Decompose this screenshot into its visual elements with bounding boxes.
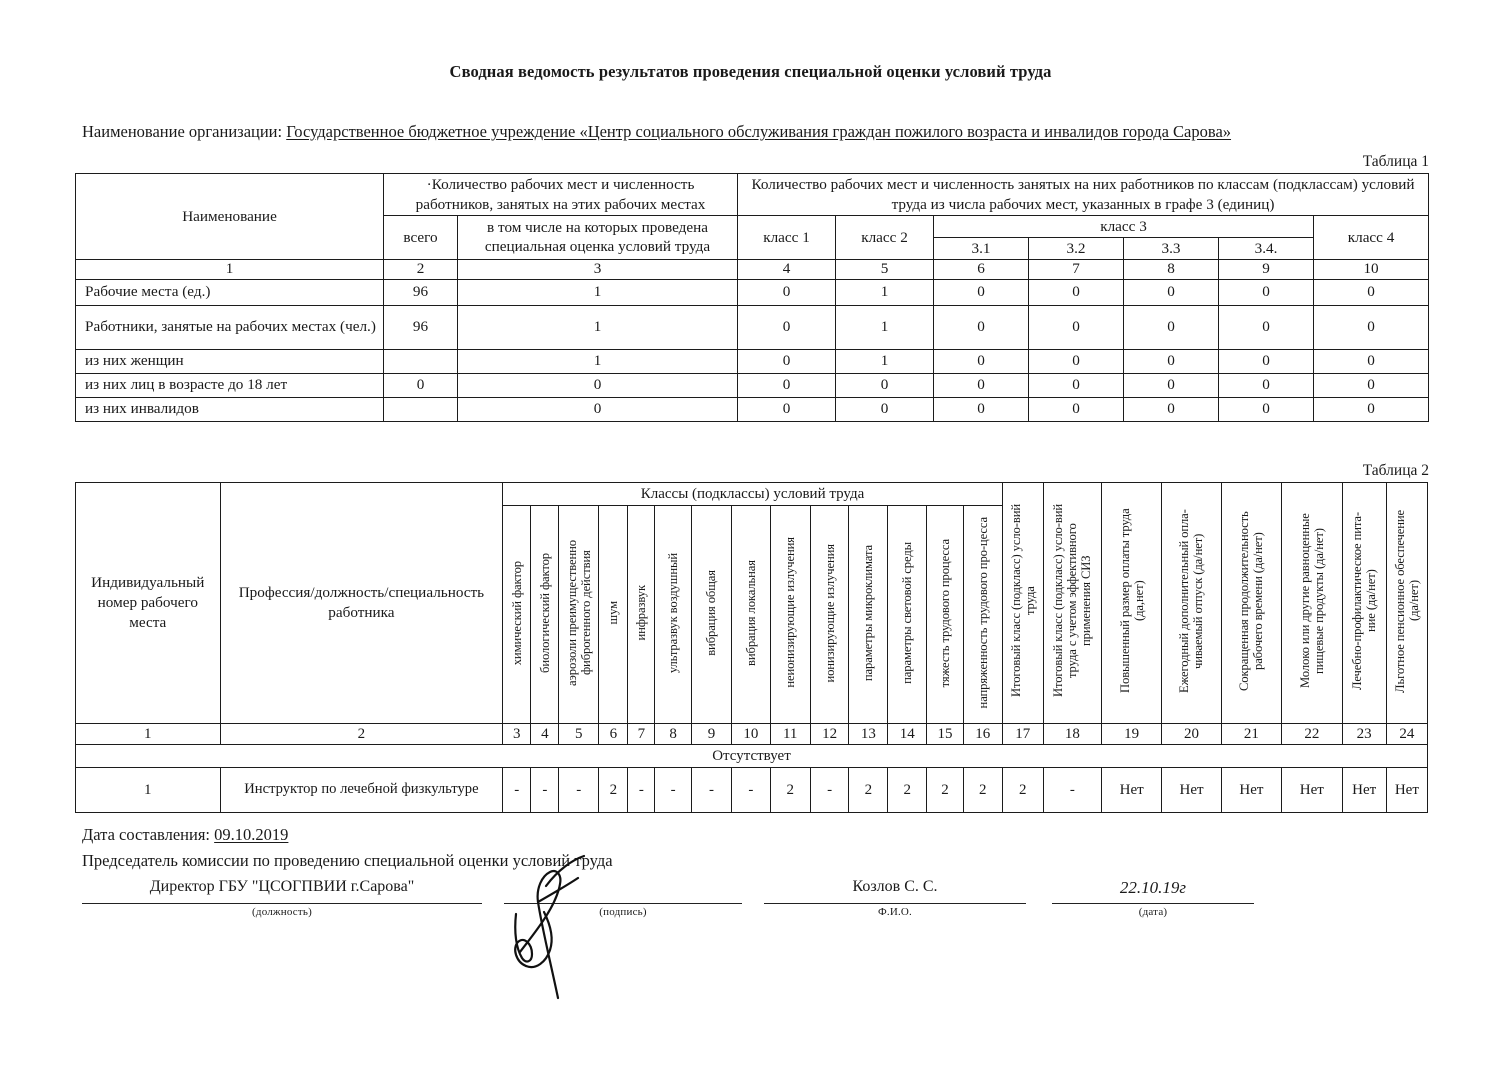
- t1-header-total: всего: [384, 215, 458, 259]
- t2-header-factor-text: инфразвук: [634, 585, 649, 641]
- chairman-line: Председатель комиссии по проведению специальной оценки условий труда: [82, 850, 613, 870]
- handwritten-date-field: [1052, 878, 1254, 918]
- t2-header-factor-11: [888, 505, 927, 723]
- compilation-date-line: [82, 823, 1501, 846]
- t1-cell: 0: [1124, 305, 1219, 349]
- t1-colnum: 7: [1029, 259, 1124, 279]
- t1-cell: 96: [384, 305, 458, 349]
- t1-header-class3: класс 3: [934, 215, 1314, 237]
- t1-header-class3-4: 3.4.: [1219, 237, 1314, 259]
- t2-cell: Нет: [1282, 767, 1342, 812]
- organization-line: [0, 82, 1501, 143]
- table-row: [76, 373, 1429, 397]
- t1-header-classes-group: Количество рабочих мест и численность занятых на них работников по классам (подклассам) условий труда из числа рабочих мест, указанных в графе 3 (единиц): [738, 174, 1429, 215]
- t2-header-factor-text: биологический фактор: [537, 552, 552, 673]
- t2-colnum: 11: [770, 723, 810, 744]
- summary-table-1: [75, 173, 1429, 421]
- t2-absent-label: Отсутствует: [76, 744, 1428, 767]
- t1-cell: 0: [1029, 373, 1124, 397]
- t2-header-result-text: Повышенный размер оплаты труда (да,нет): [1117, 508, 1146, 694]
- t1-cell: 0: [934, 279, 1029, 305]
- t2-header-factor-4: [628, 505, 655, 723]
- t2-cell: Нет: [1386, 767, 1427, 812]
- t2-cell: 2: [770, 767, 810, 812]
- t2-header-result-text: Итоговый класс (подкласс) усло-вий труда: [1008, 504, 1037, 698]
- t1-cell: 1: [458, 349, 738, 373]
- t1-cell: 1: [458, 305, 738, 349]
- t2-header-result-text: Молоко или другие равноценные пищевые продукты (да/нет): [1297, 513, 1326, 689]
- t1-cell: 0: [738, 373, 836, 397]
- t1-cell: 1: [836, 279, 934, 305]
- t2-header-factor-13: [963, 505, 1002, 723]
- t2-header-factor-text: ультразвук воздушный: [666, 552, 681, 673]
- signature-block: [0, 813, 1501, 918]
- t1-header-assessed: в том числе на которых проведена специальная оценка условий труда: [458, 215, 738, 259]
- t2-cell: -: [655, 767, 692, 812]
- t1-cell: 0: [1124, 279, 1219, 305]
- t2-colnum: 2: [220, 723, 503, 744]
- t1-cell: 0: [458, 397, 738, 421]
- t1-cell: 96: [384, 279, 458, 305]
- t2-header-factor-text: параметры световой среды: [900, 541, 915, 684]
- t1-cell: 0: [1314, 373, 1429, 397]
- t1-header-name: Наименование: [76, 174, 384, 260]
- t1-colnum: 4: [738, 259, 836, 279]
- t1-header-class3-3: 3.3: [1124, 237, 1219, 259]
- t1-row-label: Рабочие места (ед.): [76, 279, 384, 305]
- t2-cell: 2: [963, 767, 1002, 812]
- t2-colnum: 4: [531, 723, 559, 744]
- t2-cell: -: [731, 767, 770, 812]
- t2-header-factor-3: [599, 505, 628, 723]
- t1-colnum: 2: [384, 259, 458, 279]
- t2-cell: -: [503, 767, 531, 812]
- t2-cell-number: 1: [76, 767, 221, 812]
- t2-colnum: 14: [888, 723, 927, 744]
- t2-colnum: 15: [927, 723, 964, 744]
- fio-caption: Ф.И.О.: [877, 906, 913, 919]
- t2-header-factor-10: [849, 505, 888, 723]
- t1-cell: 0: [1219, 373, 1314, 397]
- t2-cell: -: [559, 767, 599, 812]
- t2-colnum: 9: [692, 723, 732, 744]
- t2-colnum: 1: [76, 723, 221, 744]
- t1-row-label: из них инвалидов: [76, 397, 384, 421]
- t1-cell: 0: [1029, 305, 1124, 349]
- t2-colnum: 19: [1101, 723, 1161, 744]
- position-field: [82, 878, 482, 918]
- compilation-date-label: Дата составления:: [82, 824, 211, 844]
- t2-header-result-text: Сокращенная продолжительность рабочего времени (да/нет): [1237, 511, 1266, 691]
- t2-colnum: 17: [1002, 723, 1043, 744]
- t1-cell: 0: [1314, 279, 1429, 305]
- organization-label: Наименование организации:: [82, 122, 283, 141]
- t2-cell: 2: [1002, 767, 1043, 812]
- t1-cell: 1: [836, 305, 934, 349]
- t2-colnum: 13: [849, 723, 888, 744]
- t1-cell: 0: [1124, 397, 1219, 421]
- t2-header-factor-5: [655, 505, 692, 723]
- t2-header-result-text: Льготное пенсионное обеспечение (да/нет): [1392, 509, 1421, 693]
- table-row: [76, 279, 1429, 305]
- t2-cell-profession: Инструктор по лечебной физкультуре: [220, 767, 503, 812]
- t1-cell: 0: [1314, 349, 1429, 373]
- t2-colnum: 20: [1162, 723, 1221, 744]
- t1-cell: 0: [1219, 349, 1314, 373]
- t2-colnum: 6: [599, 723, 628, 744]
- t1-cell: 0: [934, 305, 1029, 349]
- t1-cell: 0: [384, 373, 458, 397]
- t2-header-classes-band: Классы (подклассы) условий труда: [503, 482, 1002, 505]
- t2-header-factor-7: [731, 505, 770, 723]
- t2-cell: Нет: [1221, 767, 1281, 812]
- fio-field: [764, 878, 1026, 918]
- t2-header-factor-text: неионизирующие излучения: [783, 537, 798, 689]
- t1-cell: 0: [1124, 349, 1219, 373]
- t2-header-factor-0: [503, 505, 531, 723]
- t2-cell: -: [531, 767, 559, 812]
- t2-header-workplace-number: Индивидуальный номер рабочего места: [76, 482, 221, 723]
- t2-header-factor-text: вибрация локальная: [743, 559, 758, 666]
- t1-cell: 1: [836, 349, 934, 373]
- t2-header-result-2: [1101, 482, 1161, 723]
- t1-cell: 0: [1029, 279, 1124, 305]
- t2-cell: -: [628, 767, 655, 812]
- handwritten-date-caption: (дата): [1138, 906, 1168, 919]
- t1-colnum: 5: [836, 259, 934, 279]
- t1-cell: 0: [1124, 373, 1219, 397]
- summary-table-2: [75, 482, 1428, 813]
- t1-cell: 0: [1029, 397, 1124, 421]
- t2-colnum: 10: [731, 723, 770, 744]
- t1-cell: 0: [1029, 349, 1124, 373]
- compilation-date-value: 09.10.2019: [214, 824, 289, 844]
- t1-cell: 0: [738, 397, 836, 421]
- t2-colnum: 3: [503, 723, 531, 744]
- t2-header-factor-2: [559, 505, 599, 723]
- t1-header-class3-1: 3.1: [934, 237, 1029, 259]
- t2-header-factor-1: [531, 505, 559, 723]
- t2-cell: 2: [849, 767, 888, 812]
- t1-cell: 0: [836, 373, 934, 397]
- t2-colnum: 21: [1221, 723, 1281, 744]
- t2-header-factor-6: [692, 505, 732, 723]
- t1-cell: 0: [458, 373, 738, 397]
- t2-header-factor-text: вибрация общая: [704, 569, 719, 656]
- t2-header-result-text: Ежегодный дополнительный опла-чиваемый отпуск (да/нет): [1177, 509, 1206, 694]
- t1-cell: 0: [934, 349, 1029, 373]
- t1-header-class2: класс 2: [836, 215, 934, 259]
- t2-column-numbers-row: [76, 723, 1428, 744]
- t2-header-factor-12: [927, 505, 964, 723]
- table-row: [76, 397, 1429, 421]
- t1-header-count-group: ·Количество рабочих мест и численность работников, занятых на этих рабочих местах: [384, 174, 738, 215]
- t2-colnum: 24: [1386, 723, 1427, 744]
- page-title: Сводная ведомость результатов проведения специальной оценки условий труда: [449, 62, 1052, 81]
- t2-cell: -: [692, 767, 732, 812]
- t1-row-label: Работники, занятые на рабочих местах (чел.): [76, 305, 384, 349]
- t2-cell: -: [1043, 767, 1101, 812]
- t2-header-factor-text: аэрозоли преимущественно фиброгенного действия: [564, 539, 593, 686]
- t1-row-label: из них женщин: [76, 349, 384, 373]
- t1-header-class3-2: 3.2: [1029, 237, 1124, 259]
- t2-colnum: 23: [1342, 723, 1386, 744]
- t2-colnum: 8: [655, 723, 692, 744]
- t1-colnum: 8: [1124, 259, 1219, 279]
- t1-cell: 0: [738, 279, 836, 305]
- t2-header-factor-text: тяжесть трудового процесса: [937, 538, 952, 687]
- t2-header-result-6: [1342, 482, 1386, 723]
- t1-cell: 0: [1219, 279, 1314, 305]
- t1-colnum: 9: [1219, 259, 1314, 279]
- t1-column-numbers-row: [76, 259, 1429, 279]
- t1-colnum: 10: [1314, 259, 1429, 279]
- t2-cell: 2: [888, 767, 927, 812]
- t2-header-result-1: [1043, 482, 1101, 723]
- t2-cell: -: [810, 767, 849, 812]
- t1-cell: [384, 349, 458, 373]
- t2-header-factor-9: [810, 505, 849, 723]
- t2-header-factor-text: шум: [606, 601, 621, 625]
- t1-cell: 0: [934, 373, 1029, 397]
- t2-header-result-5: [1282, 482, 1342, 723]
- t1-cell: 0: [738, 349, 836, 373]
- t2-header-result-3: [1162, 482, 1221, 723]
- table-row: [76, 349, 1429, 373]
- t2-colnum: 16: [963, 723, 1002, 744]
- t2-colnum: 7: [628, 723, 655, 744]
- t2-header-result-text: Итоговый класс (подкласс) усло-вий труда с учетом эффективного применения СИЗ: [1051, 504, 1094, 698]
- t1-cell: 0: [1314, 305, 1429, 349]
- t2-header-factor-text: химический фактор: [509, 560, 524, 665]
- t1-cell: 0: [934, 397, 1029, 421]
- position-value: Директор ГБУ "ЦСОГПВИИ г.Сарова": [149, 878, 415, 896]
- t2-colnum: 18: [1043, 723, 1101, 744]
- fio-value: Козлов С. С.: [852, 878, 938, 896]
- t1-colnum: 3: [458, 259, 738, 279]
- organization-name: Государственное бюджетное учреждение «Центр социального обслуживания граждан пожилого возраста и инвалидов города Сарова»: [286, 122, 1232, 141]
- table2-caption: Таблица 2: [1362, 461, 1429, 479]
- table1-caption: Таблица 1: [1362, 153, 1429, 171]
- t2-header-result-text: Лечебно-профилактическое пита-ние (да/нет): [1350, 512, 1379, 691]
- signature-row: [82, 878, 1501, 918]
- t1-cell: 0: [1314, 397, 1429, 421]
- signature-field: [504, 878, 742, 918]
- t1-cell: 0: [1219, 397, 1314, 421]
- t2-cell: 2: [599, 767, 628, 812]
- t1-colnum: 6: [934, 259, 1029, 279]
- t2-header-factor-text: ионизирующие излучения: [822, 543, 837, 683]
- t2-header-factor-text: параметры микроклимата: [861, 544, 876, 681]
- signature-caption: (подпись): [599, 906, 647, 919]
- t2-cell: 2: [927, 767, 964, 812]
- t1-header-class4: класс 4: [1314, 215, 1429, 259]
- t2-header-profession: Профессия/должность/специальность работника: [220, 482, 503, 723]
- t2-absent-row: [76, 744, 1428, 767]
- signature-value: [504, 878, 742, 903]
- t1-cell: 0: [738, 305, 836, 349]
- t2-colnum: 12: [810, 723, 849, 744]
- t1-cell: 1: [458, 279, 738, 305]
- table-row: [76, 767, 1428, 812]
- t2-header-factor-text: напряженность трудового про-цесса: [975, 517, 990, 709]
- t2-header-result-7: [1386, 482, 1427, 723]
- t1-cell: 0: [836, 397, 934, 421]
- t1-colnum: 1: [76, 259, 384, 279]
- t2-header-result-0: [1002, 482, 1043, 723]
- t2-cell: Нет: [1342, 767, 1386, 812]
- t2-header-factor-8: [770, 505, 810, 723]
- t1-cell: 0: [1219, 305, 1314, 349]
- t1-header-class1: класс 1: [738, 215, 836, 259]
- t2-cell: Нет: [1101, 767, 1161, 812]
- handwritten-date-value: 22.10.19г: [1119, 878, 1187, 898]
- t2-colnum: 5: [559, 723, 599, 744]
- position-caption: (должность): [252, 906, 312, 919]
- t2-colnum: 22: [1282, 723, 1342, 744]
- t1-row-label: из них лиц в возрасте до 18 лет: [76, 373, 384, 397]
- t1-cell: [384, 397, 458, 421]
- table-row: [76, 305, 1429, 349]
- t2-cell: Нет: [1162, 767, 1221, 812]
- t2-header-result-4: [1221, 482, 1281, 723]
